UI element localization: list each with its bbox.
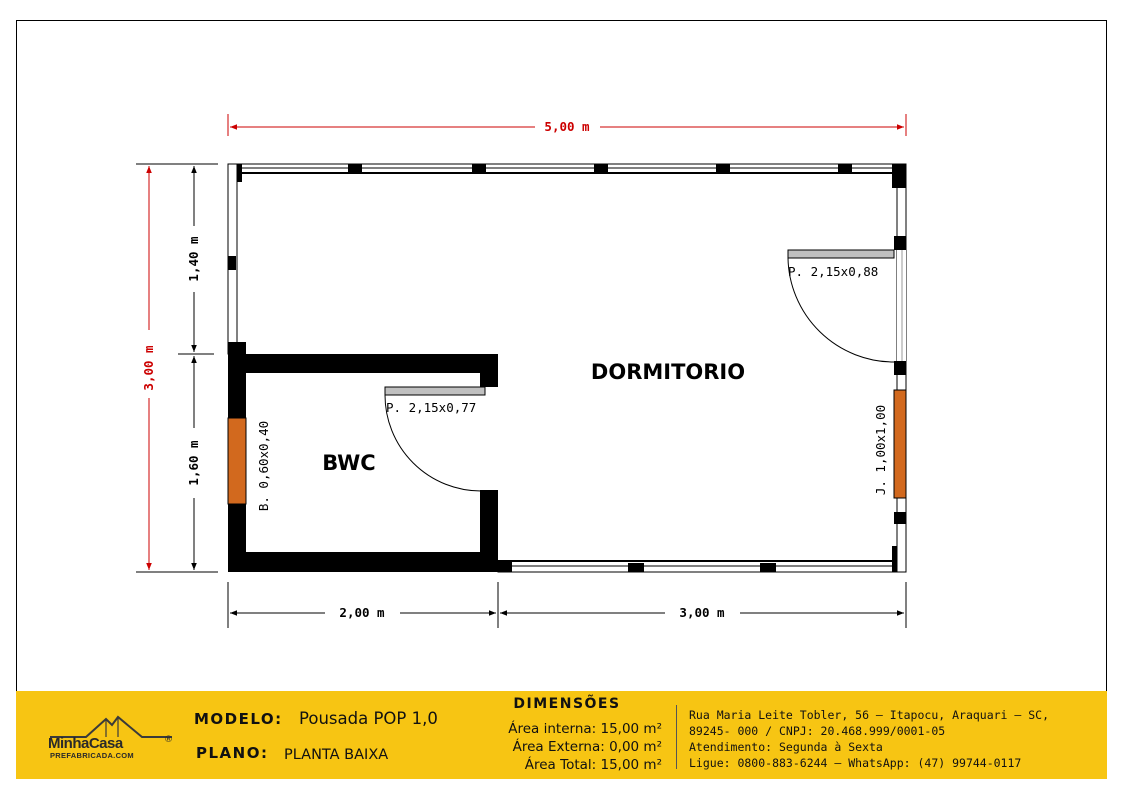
bwc-window xyxy=(228,418,246,504)
wall-post xyxy=(894,361,906,375)
wall-post xyxy=(348,164,362,173)
dimensoes-title: DIMENSÕES xyxy=(513,696,621,712)
modelo-value: Pousada POP 1,0 xyxy=(299,709,438,728)
door-label-bwc: P. 2,15x0,77 xyxy=(386,400,477,415)
dimension-total-width xyxy=(228,114,906,136)
main-window xyxy=(894,390,906,498)
company-logo xyxy=(46,711,176,761)
dim-label-total-height: 3,00 m xyxy=(141,345,156,391)
area-total: Área Total: 15,00 m² xyxy=(524,757,662,773)
logo-subtitle: PREFABRICADA.COM xyxy=(50,751,134,760)
title-block xyxy=(16,691,1107,779)
wall-post xyxy=(760,563,776,572)
sheet-border xyxy=(17,21,1107,779)
wall-post xyxy=(716,164,730,173)
footer-divider xyxy=(676,705,677,769)
service-hours: Atendimento: Segunda à Sexta xyxy=(689,740,883,754)
address-line-2: 89245- 000 / CNPJ: 20.468.999/0001-05 xyxy=(689,724,946,738)
wall-post xyxy=(894,164,906,188)
wall-post xyxy=(472,164,486,173)
address-line-1: Rua Maria Leite Tobler, 56 – Itapocu, Araquari – SC, xyxy=(689,708,1050,722)
wall-post xyxy=(894,512,906,524)
bwc-wall-stub xyxy=(480,354,498,387)
plano-value: PLANTA BAIXA xyxy=(284,747,389,763)
walls xyxy=(228,164,906,572)
wall-post xyxy=(838,164,852,173)
bwc-door-leaf xyxy=(385,387,485,395)
dim-label-bottom-right: 3,00 m xyxy=(679,605,725,620)
bwc-bottom-wall xyxy=(228,552,498,572)
modelo-label: MODELO: xyxy=(194,710,283,728)
area-externa: Área Externa: 0,00 m² xyxy=(512,739,662,755)
bwc-top-wall xyxy=(228,354,498,373)
window-label-bwc: B. 0,60x0,40 xyxy=(256,420,271,512)
area-interna: Área interna: 15,00 m² xyxy=(508,721,662,737)
wall-post xyxy=(894,236,906,250)
registered-mark-icon: ® xyxy=(164,735,173,745)
dimension-total-height xyxy=(136,164,218,572)
top-wall-inner xyxy=(236,172,898,174)
plano-label: PLANO: xyxy=(196,744,269,762)
dim-label-lower-height: 1,60 m xyxy=(186,440,201,486)
wall-post xyxy=(228,256,236,270)
bottom-wall xyxy=(498,566,906,572)
top-wall xyxy=(228,164,906,168)
room-label-dormitorio: DORMITORIO xyxy=(590,360,746,384)
wall-post xyxy=(594,164,608,173)
dimension-split-height xyxy=(178,166,214,570)
wall-post xyxy=(498,560,512,572)
logo-wordmark: MinhaCasa xyxy=(48,735,123,752)
dim-label-bottom-left: 2,00 m xyxy=(339,605,385,620)
dimensions-block xyxy=(472,691,662,779)
dim-label-total-width: 5,00 m xyxy=(544,119,590,134)
dimension-split-width xyxy=(228,582,906,628)
contact-phones: Ligue: 0800-883-6244 – WhatsApp: (47) 99744-0117 xyxy=(689,756,1022,770)
wall-post xyxy=(628,563,644,572)
door-label-main: P. 2,15x0,88 xyxy=(788,264,879,279)
dim-label-upper-height: 1,40 m xyxy=(186,236,201,282)
bottom-wall-inner xyxy=(498,560,898,562)
window-label-main: J. 1,00x1,00 xyxy=(873,404,888,496)
main-door-leaf xyxy=(788,250,894,258)
room-label-bwc: BWC xyxy=(322,451,376,475)
